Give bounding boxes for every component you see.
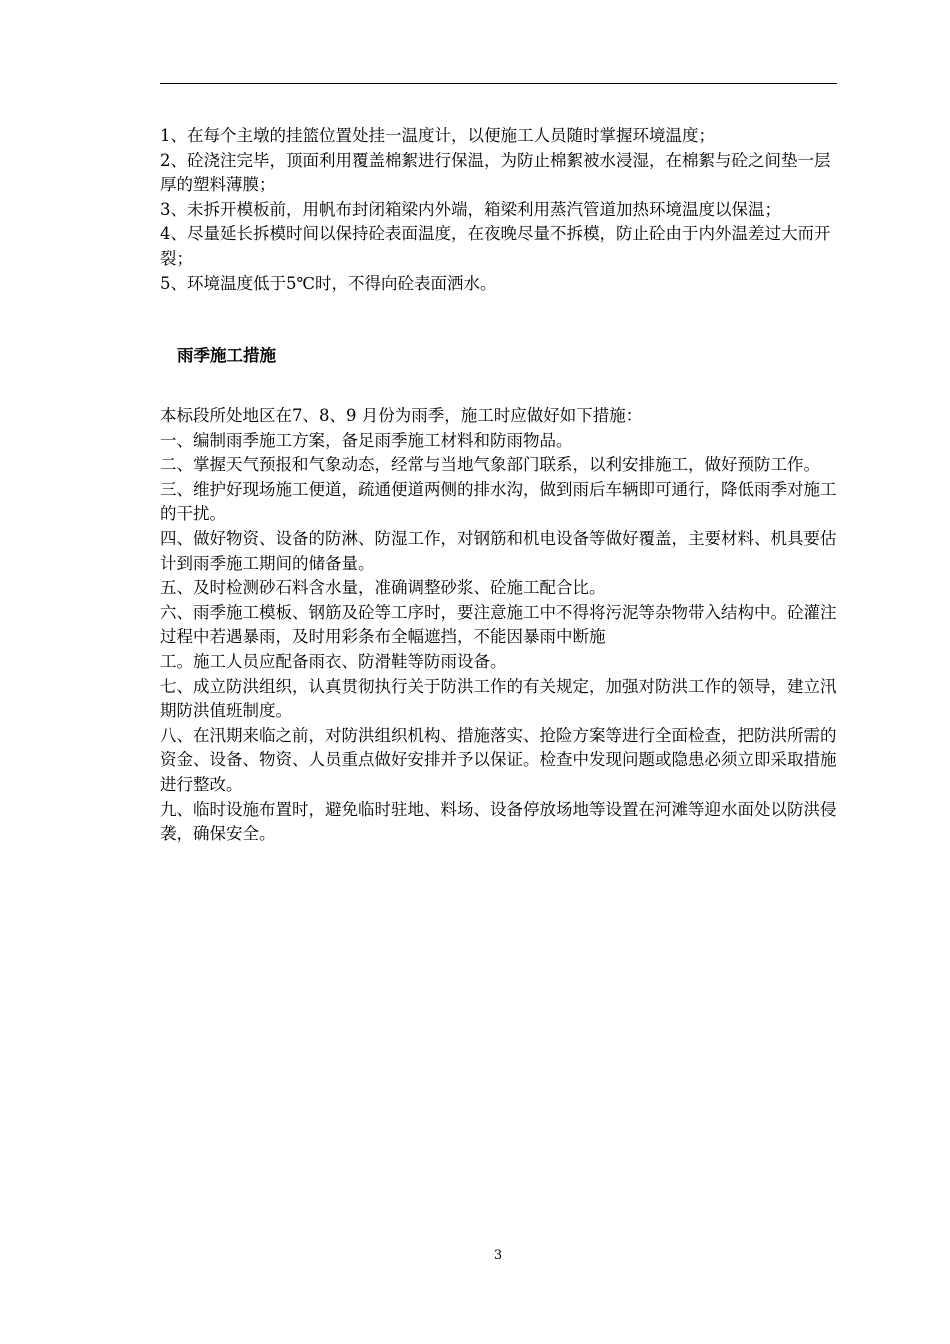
winter-measure-item: 2、砼浇注完毕，顶面利用覆盖棉絮进行保温，为防止棉絮被水浸湿，在棉絮与砼之间垫一层厚的塑料薄膜； — [160, 150, 831, 195]
rain-measure-item: 三、维护好现场施工便道，疏通便道两侧的排水沟，做到雨后车辆即可通行，降低雨季对施工的干扰。 — [160, 479, 837, 524]
rain-measure-item: 七、成立防洪组织，认真贯彻执行关于防洪工作的有关规定，加强对防洪工作的领导，建立汛期防洪值班制度。 — [160, 676, 837, 721]
section-heading: 雨季施工措施 — [177, 346, 276, 365]
rain-measure-item: 八、在汛期来临之前，对防洪组织机构、措施落实、抢险方案等进行全面检查，把防洪所需的资金、设备、物资、人员重点做好安排并予以保证。检查中发现问题或隐患必须立即采取措施进行整改。 — [160, 725, 837, 794]
rain-measure-item: 二、掌握天气预报和气象动态，经常与当地气象部门联系，以利安排施工，做好预防工作。 — [160, 455, 820, 475]
rain-measures-list — [160, 404, 840, 847]
rain-measure-item: 六、雨季施工模板、钢筋及砼等工序时，要注意施工中不得将污泥等杂物带入结构中。砼灌注过程中若遇暴雨，及时用彩条布全幅遮挡，不能因暴雨中断施 — [160, 602, 837, 647]
rain-measure-item: 五、及时检测砂石料含水量，准确调整砂浆、砼施工配合比。 — [160, 578, 606, 598]
header-rule — [160, 83, 837, 84]
rain-measure-item: 工。施工人员应配备雨衣、防滑鞋等防雨设备。 — [160, 651, 507, 671]
rain-measure-item: 九、临时设施布置时，避免临时驻地、料场、设备停放场地等设置在河滩等迎水面处以防洪侵袭，确保安全。 — [160, 799, 837, 844]
winter-measure-item: 1、在每个主墩的挂篮位置处挂一温度计，以便施工人员随时掌握环境温度； — [160, 126, 715, 145]
winter-measure-item: 3、未拆开模板前，用帆布封闭箱梁内外端，箱梁利用蒸汽管道加热环境温度以保温； — [160, 199, 781, 219]
rain-intro: 本标段所处地区在7、8、9 月份为雨季，施工时应做好如下措施： — [160, 406, 643, 425]
rain-measure-item: 一、编制雨季施工方案，备足雨季施工材料和防雨物品。 — [160, 430, 573, 450]
rain-measure-item: 四、做好物资、设备的防淋、防湿工作，对钢筋和机电设备等做好覆盖，主要材料、机具要估计到雨季施工期间的储备量。 — [160, 528, 837, 573]
page-number: 3 — [493, 1248, 503, 1263]
winter-measure-item: 4、尽量延长拆模时间以保持砼表面温度，在夜晚尽量不拆模，防止砼由于内外温差过大而开裂； — [160, 224, 831, 268]
winter-measure-item: 5、环境温度低于5℃时，不得向砼表面洒水。 — [160, 273, 497, 293]
winter-measures-list — [160, 124, 840, 296]
